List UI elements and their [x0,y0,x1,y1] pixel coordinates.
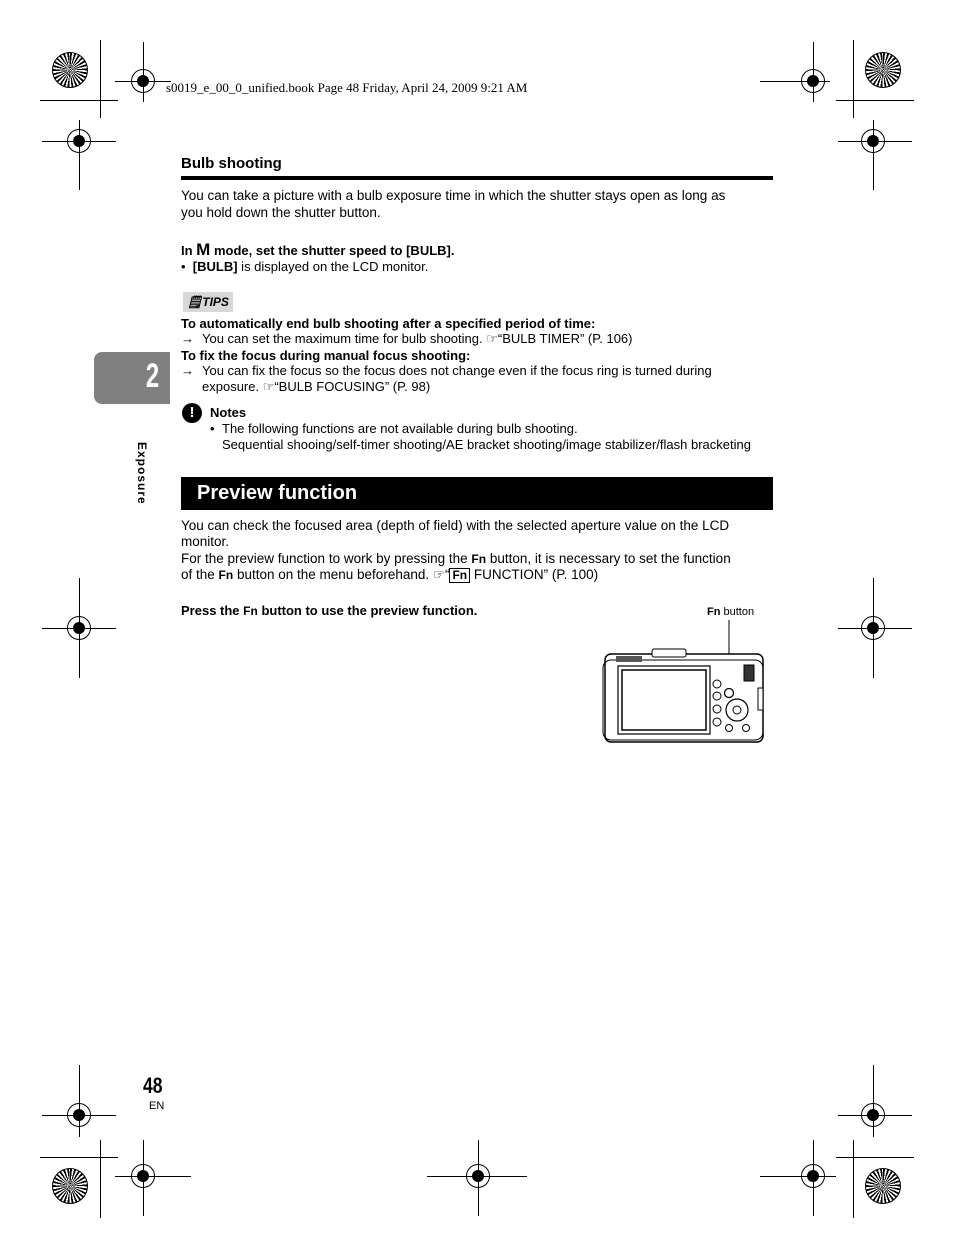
bulb-intro-line-1: You can take a picture with a bulb exposure time in which the shutter stays open as long as [181,188,726,203]
fn-button-icon: Fn [471,552,487,566]
bulb-heading: Bulb shooting [181,155,282,172]
mode-m-icon: M [196,240,211,259]
preview-p2: For the preview function to work by pressing the Fn button, it is necessary to set the function [181,551,731,566]
fn-button-icon: Fn [243,604,258,618]
fn-boxed-icon: Fn [449,568,470,583]
fn-callout-label: Fn button [707,606,755,618]
heading-rule [181,176,773,180]
warning-icon: ! [182,403,202,423]
bulb-intro-line-2: you hold down the shutter button. [181,205,381,220]
notes-line-2: Sequential shooing/self-timer shooting/AE bracket shooting/image stabilizer/flash bracketing [222,437,751,452]
notes-bullet: • [210,421,215,436]
tips-answer-1: You can set the maximum time for bulb shooting. ☞“BULB TIMER” (P. 106) [202,331,633,346]
preview-step: Press the Fn button to use the preview function. [181,603,478,618]
tips-answer-2-line-1: You can fix the focus so the focus does not change even if the focus ring is turned during [202,363,712,378]
tips-arrow-2: → [181,363,194,378]
tips-answer-2-line-2: exposure. ☞“BULB FOCUSING” (P. 98) [202,379,431,394]
camera-back-illustration [598,620,768,746]
fn-button-icon: Fn [218,568,234,582]
file-info-line: s0019_e_00_0_unified.book Page 48 Friday, April 24, 2009 9:21 AM [166,80,528,95]
registration-wheel-icon [865,52,901,88]
tips-question-1: To automatically end bulb shooting after a specified period of time: [181,316,596,331]
preview-p3: of the Fn button on the menu beforehand. ☞“ Fn FUNCTION” (P. 100) [181,567,599,582]
tips-arrow-1: → [181,331,194,346]
language-code: EN [149,1100,165,1112]
tips-label: 🗒TIPS [183,292,233,312]
notes-line-1: The following functions are not available during bulb shooting. [222,421,578,436]
registration-wheel-icon [52,52,88,88]
registration-wheel-icon [52,1168,88,1204]
bulb-step: In M mode, set the shutter speed to [BULB]. [181,240,455,259]
page-number: 48 [143,1073,163,1098]
preview-p1-line-2: monitor. [181,534,230,549]
chapter-number: 2 [145,357,160,395]
chapter-label: Exposure [135,442,149,505]
notes-label: Notes [210,405,247,420]
bulb-bullet: • [BULB] is displayed on the LCD monitor. [181,259,429,274]
preview-title: Preview function [197,482,358,504]
tips-icon: 🗒 [187,295,203,309]
tips-question-2: To fix the focus during manual focus shooting: [181,348,471,363]
registration-wheel-icon [865,1168,901,1204]
preview-p1-line-1: You can check the focused area (depth of field) with the selected aperture value on the LCD [181,518,730,533]
